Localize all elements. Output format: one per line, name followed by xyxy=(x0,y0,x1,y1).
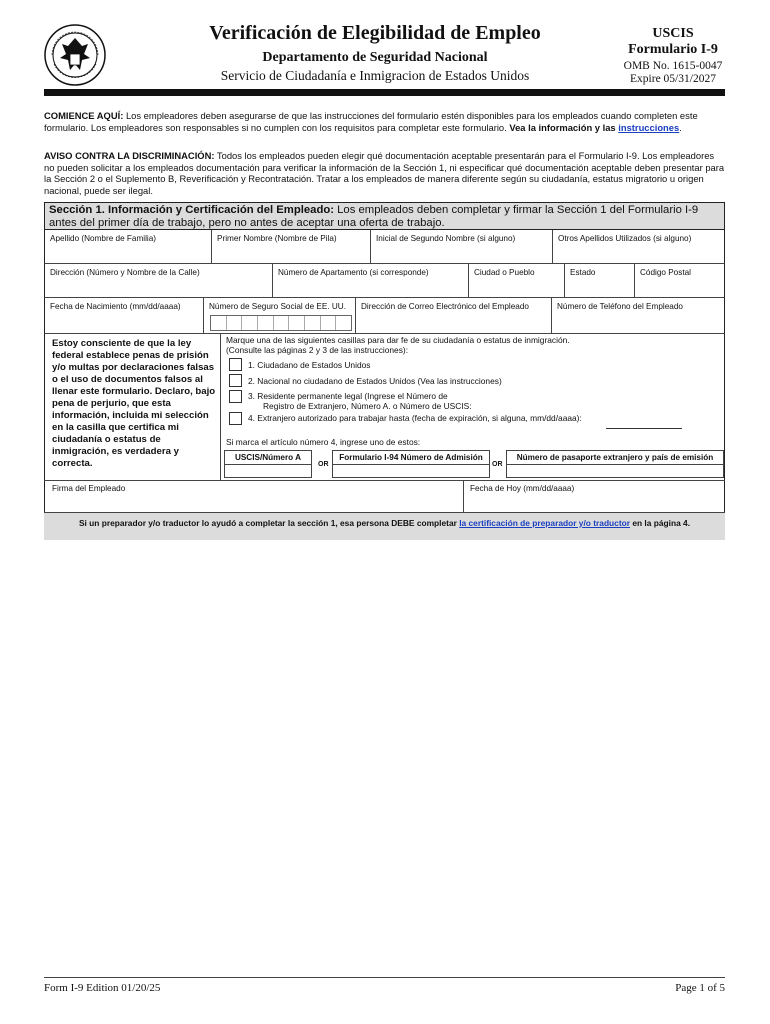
anti-discrimination-paragraph xyxy=(44,150,725,196)
today-date-field[interactable] xyxy=(464,480,725,513)
option-authorized-alien: 4. Extranjero autorizado para trabajar hasta (fecha de expiración, si alguna, mm/dd/aaaa): xyxy=(248,413,582,423)
other-last-names-field[interactable] xyxy=(553,230,725,264)
permanent-resident-checkbox[interactable] xyxy=(229,390,242,403)
form-number: Formulario I-9 xyxy=(628,42,718,57)
other-last-names-label: Otros Apellidos Utilizados (si alguno) xyxy=(558,234,692,243)
option-permanent-resident-line2: Registro de Extranjero, Número A. o Número de USCIS: xyxy=(263,401,472,411)
instructions-link[interactable]: instrucciones xyxy=(618,121,680,133)
form-edition: Form I-9 Edition 01/20/25 xyxy=(44,982,161,994)
last-name-field[interactable] xyxy=(44,230,212,264)
employee-signature-label: Firma del Empleado xyxy=(52,484,126,493)
phone-label: Número de Teléfono del Empleado xyxy=(557,302,683,311)
start-text: Los empleadores deben asegurarse de que las instrucciones del formulario estén disponibles para los empleados cuando completen este formulario. Los empleadores son responsables si no cumplen con los requisitos para completar este formulario. xyxy=(44,110,698,133)
i94-number-label: Formulario I-94 Número de Admisión xyxy=(332,450,490,464)
first-name-label: Primer Nombre (Nombre de Pila) xyxy=(217,234,337,243)
aviso-label: AVISO CONTRA LA DISCRIMINACIÓN: xyxy=(44,150,215,161)
option-permanent-resident: 3. Residente permanente legal (Ingrese el Número de xyxy=(248,391,448,401)
apartment-field[interactable] xyxy=(273,264,469,298)
phone-field[interactable] xyxy=(552,298,725,334)
attestation-text: Estoy consciente de que la ley federal establece penas de prisión y/o multas por declaraciones falsas o el uso de documentos falsos al llenar este formulario. Declaro, bajo pena de perjurio, que esta información, incluida mi selección en la casilla que certifica mi ciudadanía o estatus de inmigración, es verdadera y correcta. xyxy=(52,338,216,469)
birth-date-label: Fecha de Nacimiento (mm/dd/aaaa) xyxy=(50,302,181,311)
address-label: Dirección (Número y Nombre de la Calle) xyxy=(50,268,200,277)
or-label-2: OR xyxy=(492,461,503,468)
email-label: Dirección de Correo Electrónico del Empleado xyxy=(361,302,529,311)
state-label: Estado xyxy=(570,268,596,277)
header-divider xyxy=(44,89,725,96)
or-label-1: OR xyxy=(318,461,329,468)
expiration-date: Expire 05/31/2027 xyxy=(630,73,716,85)
noncitizen-national-checkbox[interactable] xyxy=(229,374,242,387)
zip-code-label: Código Postal xyxy=(640,268,691,277)
authorized-alien-checkbox[interactable] xyxy=(229,412,242,425)
i94-number-input[interactable] xyxy=(332,464,490,478)
preparer-end: en la página 4. xyxy=(630,518,691,528)
option-citizen: 1. Ciudadano de Estados Unidos xyxy=(248,360,371,370)
page-number: Page 1 of 5 xyxy=(675,982,725,994)
last-name-label: Apellido (Nombre de Familia) xyxy=(50,234,157,243)
preparer-notice xyxy=(44,513,725,540)
preparer-certification-link[interactable]: la certificación de preparador y/o traductor xyxy=(459,518,630,528)
form-title: Verificación de Elegibilidad de Empleo xyxy=(209,22,541,44)
uscis-a-number-input[interactable] xyxy=(224,464,312,478)
zip-code-field[interactable] xyxy=(635,264,725,298)
option-noncitizen-national: 2. Nacional no ciudadano de Estados Unidos (Vea las instrucciones) xyxy=(248,376,502,386)
ssn-digit-boxes[interactable] xyxy=(210,315,352,331)
omb-number: OMB No. 1615-0047 xyxy=(623,60,723,72)
passport-number-input[interactable] xyxy=(506,464,724,478)
expiration-date-input[interactable] xyxy=(606,427,682,429)
service-name: Servicio de Ciudadanía e Inmigracion de Estados Unidos xyxy=(220,68,530,83)
agency-label: USCIS xyxy=(652,26,694,41)
email-field[interactable] xyxy=(356,298,552,334)
middle-initial-label: Inicial de Segundo Nombre (si alguno) xyxy=(376,234,516,243)
checkbox-instructions xyxy=(226,335,721,356)
start-end: . xyxy=(679,121,682,133)
item4-note: Si marca el artículo número 4, ingrese uno de estos: xyxy=(226,437,421,447)
city-label: Ciudad o Pueblo xyxy=(474,268,535,277)
dhs-seal-logo xyxy=(44,24,106,86)
citizen-checkbox[interactable] xyxy=(229,358,242,371)
aviso-text: Todos los empleados pueden elegir qué documentación aceptable presentarán para el Formulario I-9. Los empleadores no pueden solicitar a los empleados documentación para verificar la información de la Sección 1, ni especificar qué documentación aceptable deben presentar para la Sección 2 o el Suplemento B, Reverificación y Recontratación. Tratar a los empleados de manera diferente según su ciudadanía, estatus migratorio u origen nacional, puede ser ilegal. xyxy=(44,150,725,196)
birth-date-field[interactable] xyxy=(44,298,204,334)
apartment-label: Número de Apartamento (si corresponde) xyxy=(278,268,429,277)
start-here-paragraph xyxy=(44,110,725,133)
preparer-text: Si un preparador y/o traductor lo ayudó a completar la sección 1, esa persona DEBE completar xyxy=(78,518,460,528)
attestation-divider xyxy=(220,334,221,480)
start-bold: Vea la información y las xyxy=(509,121,619,133)
checkbox-intro-2: (Consulte las páginas 2 y 3 de las instrucciones): xyxy=(226,345,409,356)
today-date-label: Fecha de Hoy (mm/dd/aaaa) xyxy=(470,484,575,493)
department-name: Departamento de Seguridad Nacional xyxy=(262,50,488,65)
city-field[interactable] xyxy=(469,264,565,298)
state-field[interactable] xyxy=(565,264,635,298)
passport-number-label: Número de pasaporte extranjero y país de emisión xyxy=(506,450,724,464)
first-name-field[interactable] xyxy=(212,230,371,264)
middle-initial-field[interactable] xyxy=(371,230,553,264)
uscis-a-number-label: USCIS/Número A xyxy=(224,450,312,464)
section1-title: Sección 1. Información y Certificación del Empleado: xyxy=(49,204,335,216)
section1-heading xyxy=(44,202,725,230)
employee-signature-field[interactable] xyxy=(44,480,464,513)
checkbox-intro: Marque una de las siguientes casillas para dar fe de su ciudadanía o estatus de inmigración. xyxy=(226,335,570,345)
ssn-label: Número de Seguro Social de EE. UU. xyxy=(209,302,346,311)
start-label: COMIENCE AQUÍ: xyxy=(44,110,124,121)
section1-heading-text: Los empleados deben completar y firmar la Sección 1 del Formulario I-9 antes del primer día de trabajo, pero no antes de aceptar una oferta de trabajo. xyxy=(49,204,699,229)
address-field[interactable] xyxy=(44,264,273,298)
footer-divider xyxy=(44,977,725,978)
